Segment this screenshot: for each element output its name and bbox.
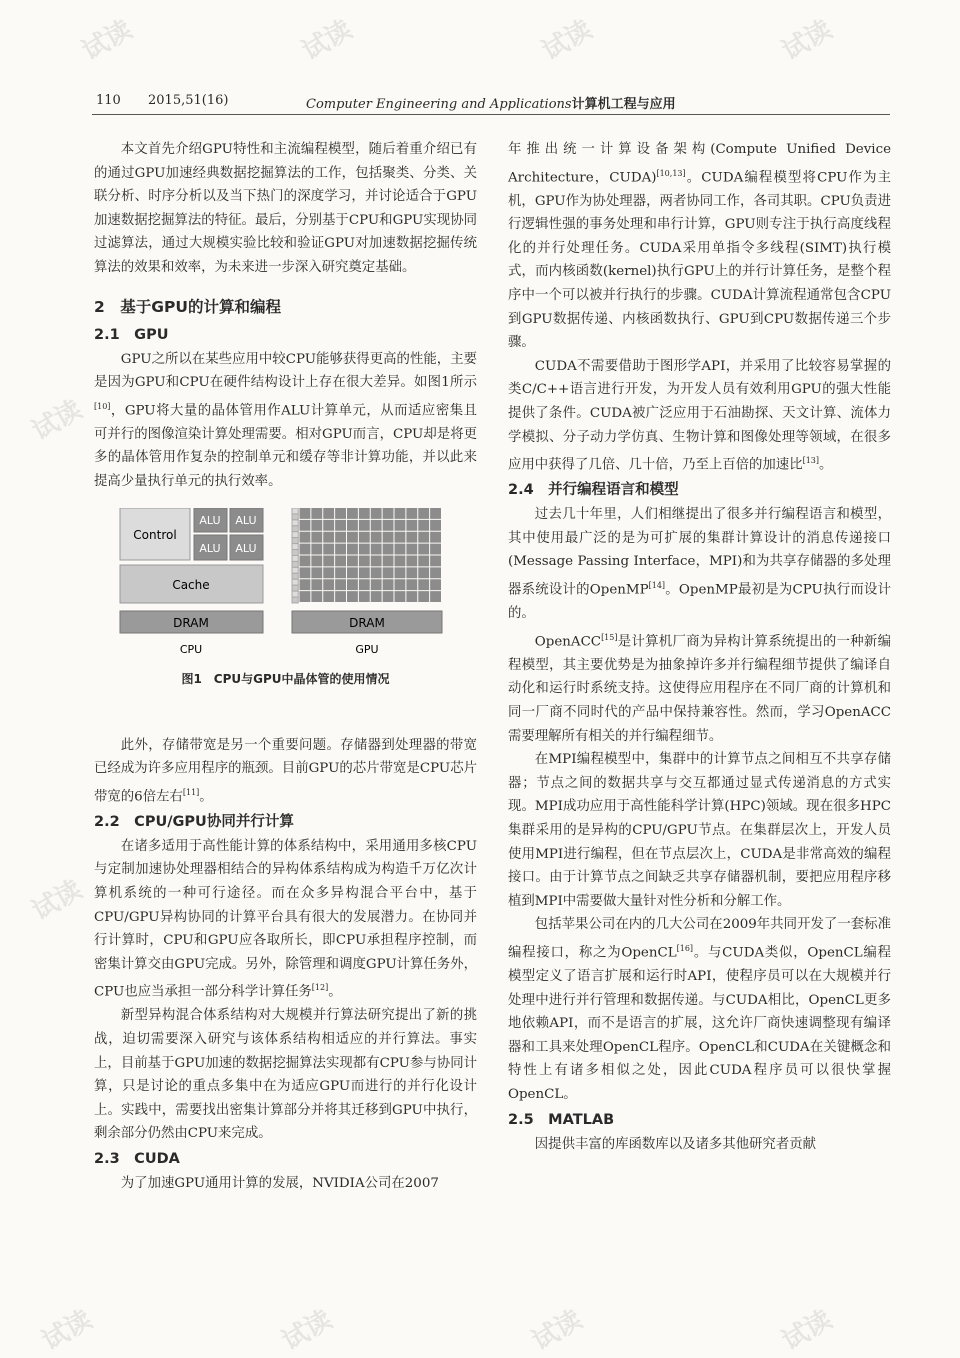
gpu-alu-cell [359, 531, 370, 542]
gpu-alu-cell [300, 579, 311, 590]
gpu-alu-cell [323, 508, 334, 519]
cpu-label: CPU [179, 642, 203, 656]
subsection-heading: 2.5 MATLAB [508, 1111, 615, 1128]
gpu-alu-cell [311, 567, 322, 578]
watermark: 试读 [27, 874, 88, 927]
watermark: 试读 [777, 14, 838, 67]
svg-text:ALU: ALU [199, 541, 221, 555]
gpu-alu-cell [311, 508, 322, 519]
gpu-alu-cell [371, 579, 382, 590]
gpu-alu-cell [347, 543, 358, 554]
gpu-alu-cell [406, 555, 417, 566]
citation: [16] [676, 943, 694, 953]
gpu-alu-cell [418, 555, 429, 566]
gpu-alu-cell [359, 579, 370, 590]
paragraph: 在MPI编程模型中，集群中的计算节点之间相互不共享存储器；节点之间的数据共享与交互都通过显式传递消息的方式实现。MPI成功应用于高性能科学计算(HPC)领域。现在很多HPC集群采用的是异构的CPU/GPU节点。在集群层次上，开发人员使用MPI进行编程，但在节点层次上，CUDA是非常高效的编程接口。由于计算节点之间缺乏共享存储器机制，要把应用程序移植到MPI中需要做大量针对性分析和分解工作。 [508, 752, 891, 909]
gpu-control-cell [292, 567, 298, 573]
subsection-heading: 2.3 CUDA [94, 1151, 180, 1168]
gpu-alu-cell [371, 531, 382, 542]
gpu-alu-cell [347, 591, 358, 602]
cache-label: Cache [172, 577, 210, 592]
gpu-alu-cell [311, 543, 322, 554]
gpu-alu-cell [300, 567, 311, 578]
gpu-alu-cell [430, 543, 441, 554]
watermark: 试读 [77, 14, 138, 67]
gpu-alu-cell [383, 567, 394, 578]
volume-info: 2015,51(16) [148, 93, 229, 108]
gpu-alu-cell [359, 519, 370, 530]
gpu-alu-cell [311, 555, 322, 566]
gpu-cache-cell [292, 597, 298, 603]
gpu-alu-cell [347, 531, 358, 542]
watermark: 试读 [297, 14, 358, 67]
gpu-alu-cell [335, 591, 346, 602]
gpu-alu-cell [406, 508, 417, 519]
gpu-alu-cell [300, 531, 311, 542]
gpu-alu-cell [395, 531, 406, 542]
subsection-heading: 2.2 CPU/GPU协同并行计算 [94, 813, 294, 830]
gpu-alu-cell [300, 519, 311, 530]
gpu-alu-cell [383, 508, 394, 519]
gpu-cache-cell [292, 525, 298, 531]
gpu-alu-cell [383, 555, 394, 566]
gpu-alu-cell [418, 543, 429, 554]
paragraph: GPU之所以在某些应用中较CPU能够获得更高的性能，主要是因为GPU和CPU在硬件结构设计上存在很大差异。如图1所示[10]，GPU将大量的晶体管用作ALU计算单元，从而适应密集且可并行的图像渲染计算处理需要。相对GPU而言，CPU却是将更多的晶体管用作复杂的控制单元和缓存等非计算功能，并以此来提高少量执行单元的执行效率。 [94, 351, 477, 489]
gpu-alu-cell [406, 519, 417, 530]
journal-title: Computer Engineering and Applications计算机工程与应用 [306, 97, 676, 112]
gpu-alu-cell [323, 519, 334, 530]
gpu-alu-cell [323, 591, 334, 602]
gpu-alu-cell [300, 543, 311, 554]
header-rule [92, 114, 890, 115]
gpu-alu-cell [311, 579, 322, 590]
citation: [10,13] [656, 168, 686, 178]
left-column [94, 138, 477, 1196]
gpu-alu-cell [418, 579, 429, 590]
gpu-alu-cell [430, 531, 441, 542]
right-column [508, 138, 891, 1156]
gpu-alu-cell [395, 543, 406, 554]
svg-text:DRAM: DRAM [173, 615, 209, 630]
gpu-control-cell [292, 508, 298, 514]
gpu-alu-cell [430, 555, 441, 566]
gpu-alu-cell [323, 579, 334, 590]
gpu-alu-cell [406, 579, 417, 590]
citation: [13] [802, 456, 820, 466]
gpu-alu-cell [371, 555, 382, 566]
gpu-alu-cell [430, 579, 441, 590]
citation: [10] [94, 401, 111, 411]
gpu-alu-cell [347, 519, 358, 530]
gpu-alu-cell [383, 543, 394, 554]
gpu-cache-cell [292, 561, 298, 567]
gpu-alu-cell [430, 519, 441, 530]
gpu-control-cell [292, 543, 298, 549]
gpu-alu-cell [311, 591, 322, 602]
gpu-alu-cell [300, 508, 311, 519]
paragraph: 因提供丰富的库函数库以及诸多其他研究者贡献 [534, 1136, 816, 1152]
svg-text:ALU: ALU [235, 513, 257, 527]
cpu-gpu-diagram [118, 508, 468, 668]
gpu-alu-cell [406, 591, 417, 602]
citation: [15] [601, 632, 618, 642]
gpu-alu-cell [395, 567, 406, 578]
citation: [14] [648, 581, 666, 591]
gpu-alu-cell [395, 579, 406, 590]
gpu-alu-cell [323, 531, 334, 542]
gpu-alu-cell [406, 543, 417, 554]
subsection-heading: 2.1 GPU [94, 326, 169, 343]
gpu-alu-cell [347, 508, 358, 519]
gpu-alu-cell [430, 591, 441, 602]
gpu-alu-cell [359, 543, 370, 554]
gpu-cache-cell [292, 514, 298, 520]
paragraph: 过去几十年里，人们相继提出了很多并行编程语言和模型，其中使用最广泛的是为可扩展的集群计算设计的消息传递接口(Message Passing Interface，MPI)和为共享存储器的多处理器系统设计的OpenMP[14]。OpenMP最初是为CPU执行而设计的。 [508, 507, 891, 622]
gpu-cache-cell [292, 537, 298, 543]
paragraph: OpenACC[15]是计算机厂商为异构计算系统提出的一种新编程模型，其主要优势是为抽象掉许多并行编程细节提供了编译自动化和运行时系统支持。这使得应用程序在不同厂商的计算机和同一厂商不同时代的产品中保持兼容性。然而，学习OpenACC需要理解所有相关的并行编程细节。 [508, 632, 891, 744]
gpu-alu-cell [395, 519, 406, 530]
gpu-alu-cell [359, 567, 370, 578]
subsection-heading: 2.4 并行编程语言和模型 [508, 482, 679, 499]
gpu-alu-cell [371, 508, 382, 519]
gpu-alu-cell [347, 567, 358, 578]
citation: [11] [182, 787, 200, 797]
gpu-alu-cell [395, 508, 406, 519]
paragraph: 在诸多适用于高性能计算的体系结构中，采用通用多核CPU与定制加速协处理器相结合的异构体系结构成为构造千万亿次计算机系统的一种可行途径。而在众多异构混合平台中，基于CPU/GPU异构协同的计算平台具有很大的发展潜力。在协同并行计算时，CPU和GPU应各取所长，即CPU承担程序控制，而密集计算交由GPU完成。另外，除管理和调度GPU计算任务外，CPU也应当承担一部分科学计算任务[12]。 [94, 838, 477, 1000]
gpu-alu-cell [383, 519, 394, 530]
gpu-alu-cell [418, 567, 429, 578]
gpu-alu-cell [300, 555, 311, 566]
gpu-cache-cell [292, 549, 298, 555]
gpu-alu-cell [335, 579, 346, 590]
gpu-alu-cell [430, 508, 441, 519]
gpu-alu-cell [383, 591, 394, 602]
watermark: 试读 [37, 1304, 98, 1357]
gpu-grid [292, 508, 441, 603]
gpu-control-cell [292, 591, 298, 597]
figure-caption: 图1 CPU与GPU中晶体管的使用情况 [181, 671, 390, 686]
gpu-alu-cell [406, 567, 417, 578]
gpu-alu-cell [395, 591, 406, 602]
svg-text:ALU: ALU [199, 513, 221, 527]
watermark: 试读 [277, 1304, 338, 1357]
gpu-alu-cell [371, 567, 382, 578]
gpu-alu-cell [406, 531, 417, 542]
citation: [12] [311, 983, 329, 993]
gpu-alu-cell [323, 567, 334, 578]
gpu-alu-cell [418, 519, 429, 530]
watermark: 试读 [777, 1304, 838, 1357]
paragraph: CUDA不需要借助于图形学API，并采用了比较容易掌握的类C/C++语言进行开发，为开发人员有效利用GPU的强大性能提供了条件。CUDA被广泛应用于石油勘探、天文计算、流体力学模拟、分子动力学仿真、生物计算和图像处理等领域，在很多应用中获得了几倍、几十倍，乃至上百倍的加速比[13]。 [508, 358, 891, 473]
gpu-alu-cell [430, 567, 441, 578]
gpu-alu-cell [347, 579, 358, 590]
section-heading: 2 基于GPU的计算和编程 [94, 297, 281, 316]
gpu-alu-cell [359, 508, 370, 519]
gpu-alu-cell [311, 531, 322, 542]
gpu-alu-cell [359, 591, 370, 602]
paragraph-intro: 本文首先介绍GPU特性和主流编程模型，随后着重介绍已有的通过GPU加速经典数据挖掘算法的工作，包括聚类、分类、关联分析、时序分析以及当下热门的深度学习，并讨论适合于GPU加速数据挖掘算法的特征。最后，分别基于CPU和GPU实现协同过滤算法，通过大规模实验比较和验证GPU对加速数据挖掘传统算法的效果和效率，为未来进一步深入研究奠定基础。 [94, 142, 477, 275]
gpu-alu-cell [418, 508, 429, 519]
gpu-alu-cell [335, 508, 346, 519]
running-header [96, 93, 882, 115]
gpu-alu-cell [395, 555, 406, 566]
gpu-alu-cell [383, 531, 394, 542]
gpu-control-cell [292, 555, 298, 561]
page-number: 110 [96, 93, 121, 108]
gpu-alu-cell [371, 591, 382, 602]
gpu-alu-cell [311, 519, 322, 530]
gpu-alu-cell [335, 567, 346, 578]
gpu-control-cell [292, 579, 298, 585]
watermark: 试读 [537, 14, 598, 67]
gpu-cache-cell [292, 573, 298, 579]
gpu-control-cell [292, 519, 298, 525]
gpu-alu-cell [323, 555, 334, 566]
gpu-alu-cell [359, 555, 370, 566]
paragraph: 此外，存储带宽是另一个重要问题。存储器到处理器的带宽已经成为许多应用程序的瓶颈。目前GPU的芯片带宽是CPU芯片带宽的6倍左右[11]。 [94, 737, 477, 805]
paragraph: 包括苹果公司在内的几大公司在2009年共同开发了一套标准编程接口，称之为OpenCL[16]。与CUDA类似，OpenCL编程模型定义了语言扩展和运行时API，使程序员可以在大规模并行处理中进行并行管理和数据传递。与CUDA相比，OpenCL更多地依赖API，而不是语言的扩展，这允许厂商快速调整现有编译器和工具来处理OpenCL程序。OpenCL和CUDA在关键概念和特性上有诸多相似之处，因此CUDA程序员可以很快掌握OpenCL。 [508, 917, 891, 1102]
paragraph: 年推出统一计算设备架构(Compute Unified Device Architecture，CUDA)[10,13]。CUDA编程模型将CPU作为主机，GPU作为协处理器，两者协同工作，各司其职。CPU负责进行逻辑性强的事务处理和串行计算，GPU则专注于执行高度线程化的并行处理任务。CUDA采用单指令多线程(SIMT)执行模式，而内核函数(kernel)执行GPU上的并行计算任务，是整个程序中一个可以被并行执行的步骤。CUDA计算流程通常包含CPU到GPU数据传递、内核函数执行、GPU到CPU数据传递三个步骤。 [508, 142, 891, 351]
svg-text:DRAM: DRAM [349, 615, 385, 630]
gpu-alu-cell [335, 519, 346, 530]
paragraph: 为了加速GPU通用计算的发展，NVIDIA公司在2007 [120, 1176, 439, 1192]
gpu-alu-cell [383, 579, 394, 590]
gpu-label: GPU [355, 642, 379, 656]
gpu-alu-cell [335, 555, 346, 566]
gpu-alu-cell [418, 591, 429, 602]
gpu-alu-cell [418, 531, 429, 542]
gpu-alu-cell [335, 531, 346, 542]
gpu-alu-cell [323, 543, 334, 554]
gpu-alu-cell [347, 555, 358, 566]
gpu-alu-cell [300, 591, 311, 602]
control-label: Control [133, 527, 177, 542]
paragraph: 新型异构混合体系结构对大规模并行算法研究提出了新的挑战，迫切需要深入研究与该体系结构相适应的并行算法。事实上，目前基于GPU加速的数据挖掘算法实现都有CPU参与协同计算，只是讨论的重点多集中在为适应GPU而进行的并行化设计上。实践中，需要找出密集计算部分并将其迁移到GPU中执行，剩余部分仍然由CPU来完成。 [94, 1008, 477, 1142]
gpu-cache-cell [292, 585, 298, 591]
gpu-alu-cell [371, 543, 382, 554]
watermark: 试读 [527, 1304, 588, 1357]
figure-1 [94, 502, 477, 730]
watermark: 试读 [27, 394, 88, 447]
gpu-control-cell [292, 531, 298, 537]
svg-text:ALU: ALU [235, 541, 257, 555]
gpu-alu-cell [335, 543, 346, 554]
gpu-alu-cell [371, 519, 382, 530]
